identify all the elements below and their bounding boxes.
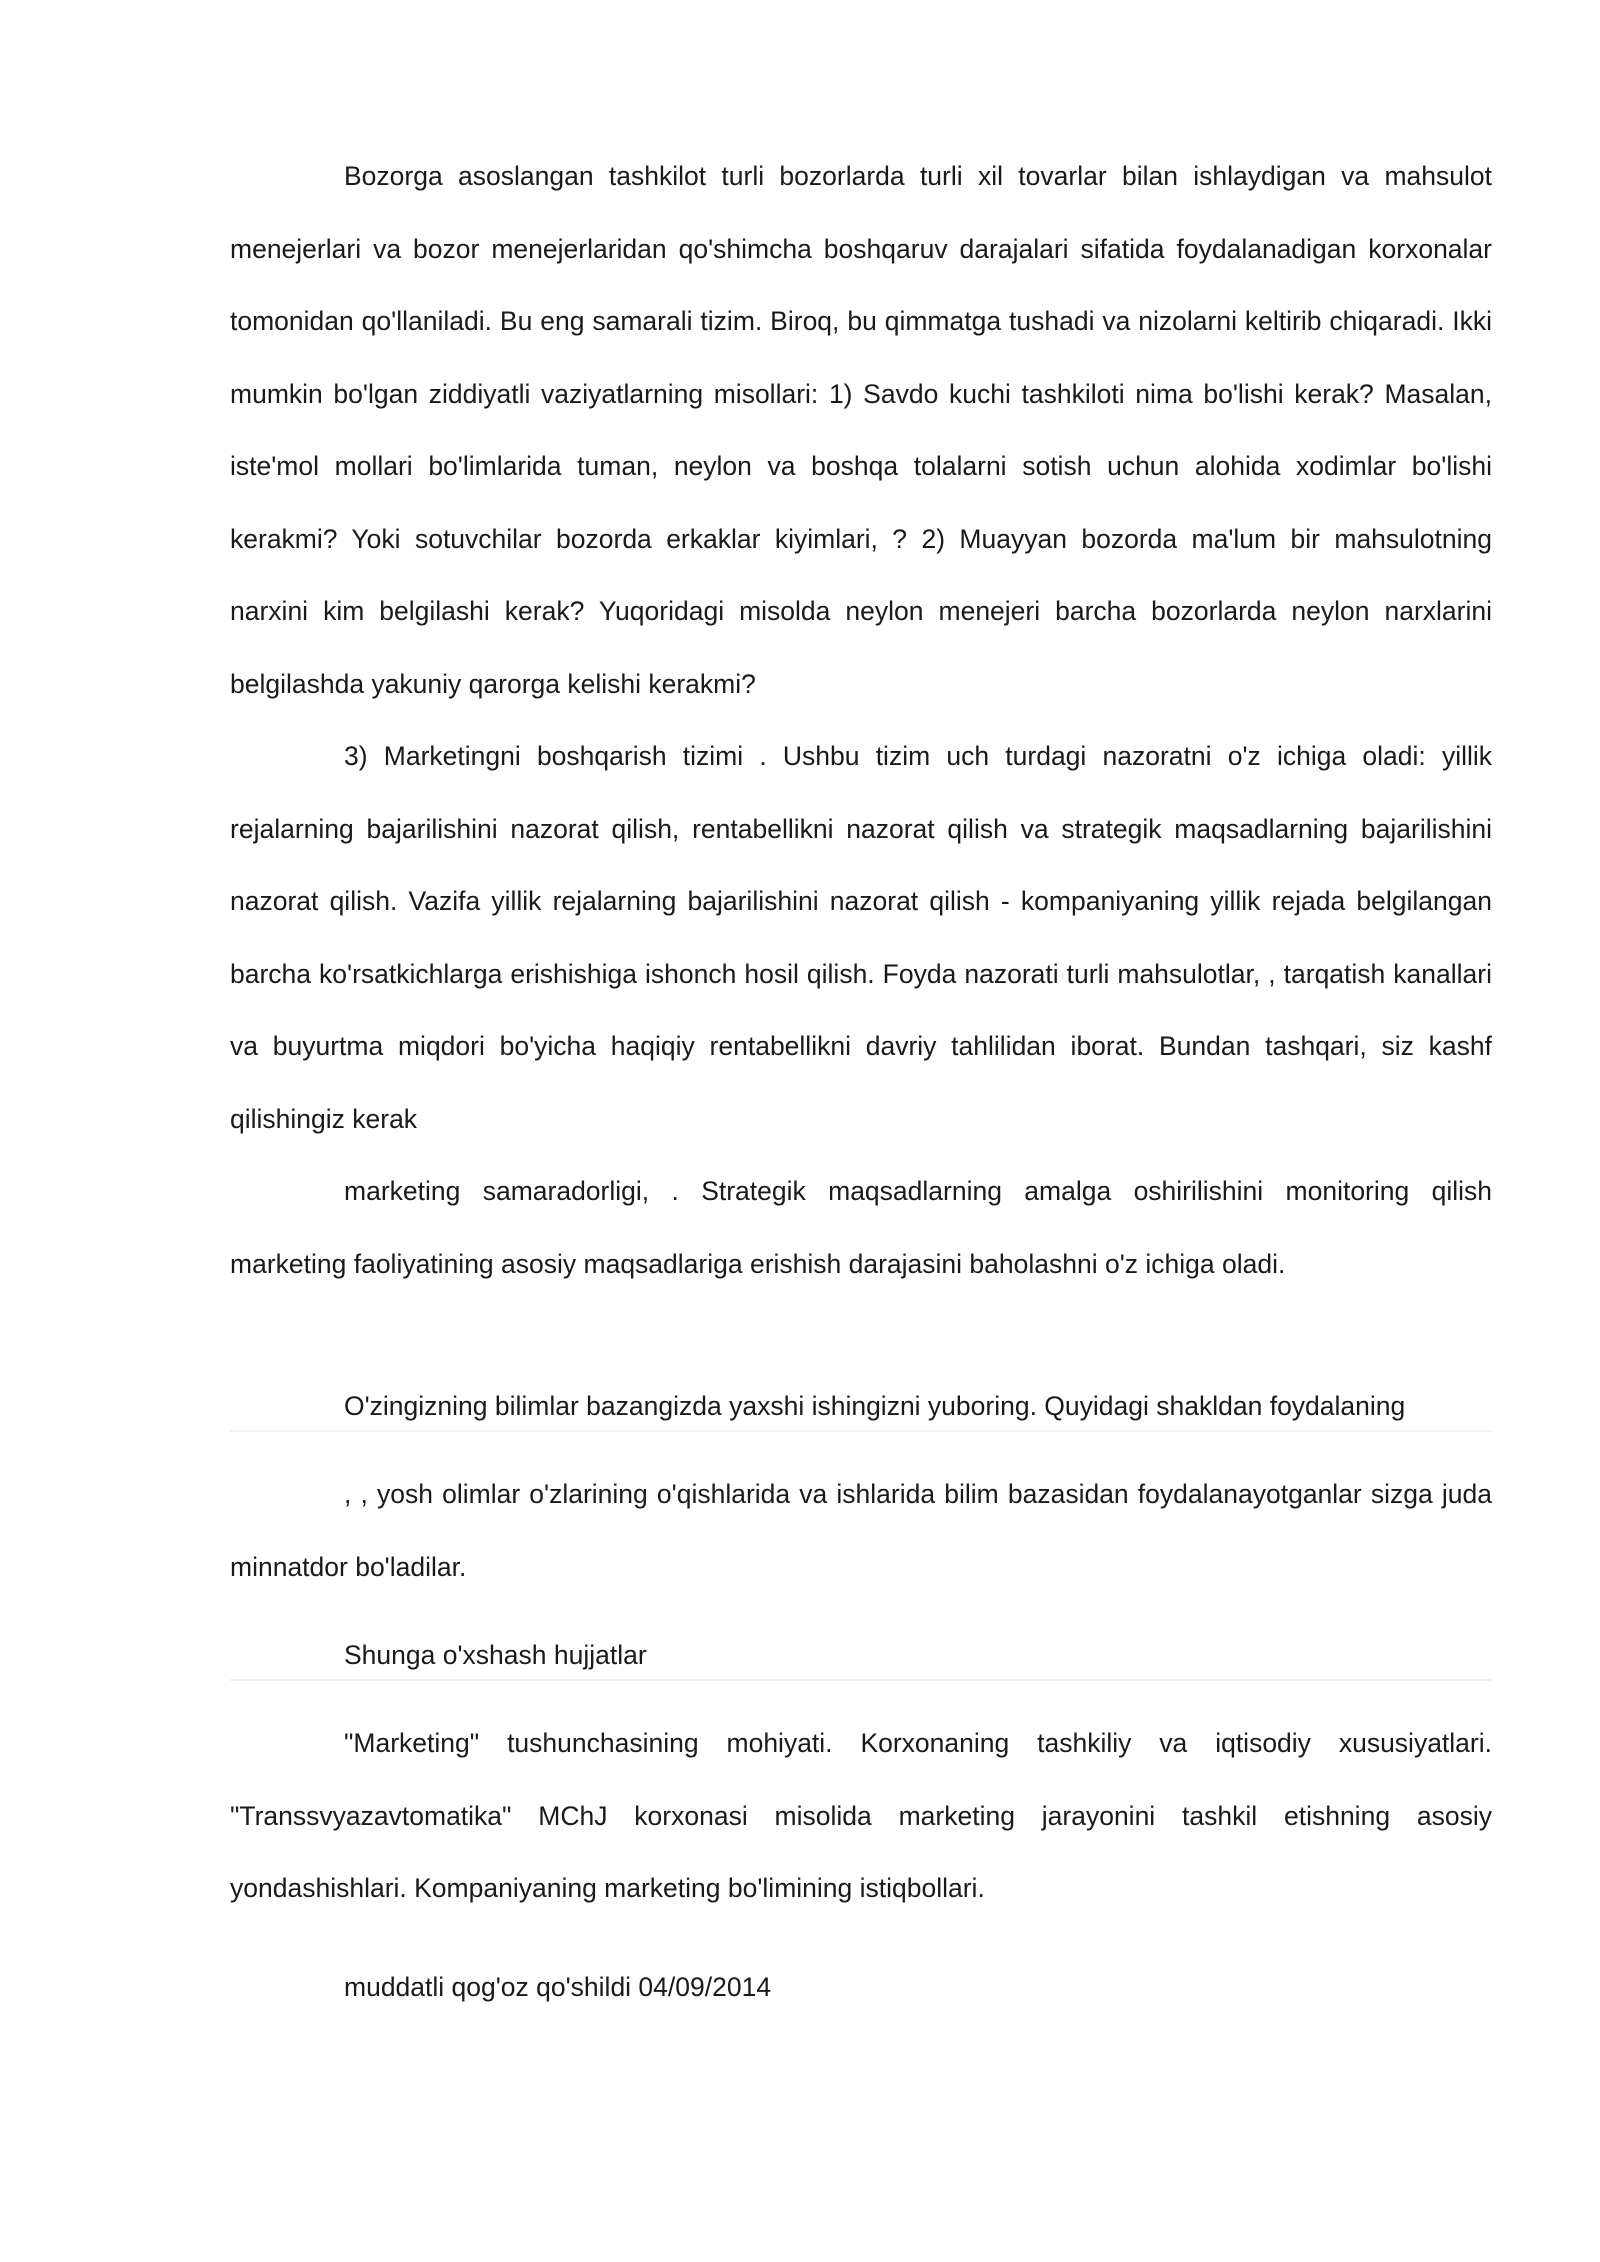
paragraph-market-organization: Bozorga asoslangan tashkilot turli bozorlarda turli xil tovarlar bilan ishlaydigan va mahsulot menejerlari va bozor menejerlaridan qo'shimcha boshqaruv darajalari sifatida foydalanadigan korxonalar tomonidan qo'llaniladi. Bu eng samarali tizim. Biroq, bu qimmatga tushadi va nizolarni keltirib chiqaradi. Ikki mumkin bo'lgan ziddiyatli vaziyatlarning misollari: 1) Savdo kuchi tashkiloti nima bo'lishi kerak? Masalan, iste'mol mollari bo'limlarida tuman, neylon va boshqa tolalarni sotish uchun alohida xodimlar bo'lishi kerakmi? Yoki sotuvchilar bozorda erkaklar kiyimlari, ? 2) Muayyan bozorda ma'lum bir mahsulotning narxini kim belgilashi kerak? Yuqoridagi misolda neylon menejeri barcha bozorlarda neylon narxlarini belgilashda yakuniy qarorga kelishi kerakmi? — [230, 161, 1492, 699]
document-added-date: muddatli qog'oz qo'shildi 04/09/2014 — [344, 1971, 772, 2002]
spacer — [230, 1300, 1492, 1386]
divider — [230, 1430, 1492, 1432]
spacer — [230, 1925, 1492, 1967]
divider — [230, 1679, 1492, 1681]
paragraph-marketing-efficiency: marketing samaradorligi, . Strategik maqsadlarning amalga oshirilishini monitoring qilish marketing faoliyatining asosiy maqsadlariga erishish darajasini baholashni o'z ichiga oladi. — [230, 1176, 1492, 1279]
paragraph-marketing-control-system: 3) Marketingni boshqarish tizimi . Ushbu tizim uch turdagi nazoratni o'z ichiga oladi: yillik rejalarning bajarilishini nazorat qilish, rentabellikni nazorat qilish va strategik maqsadlarning bajarilishini nazorat qilish. Vazifa yillik rejalarning bajarilishini nazorat qilish - kompaniyaning yillik rejada belgilangan barcha ko'rsatkichlarga erishishiga ishonch hosil qilish. Foyda nazorati turli mahsulotlar, , tarqatish kanallari va buyurtma miqdori bo'yicha haqiqiy rentabellikni davriy tahlilidan iborat. Bundan tashqari, siz kashf qilishingiz kerak — [230, 741, 1492, 1134]
submit-work-prompt — [230, 1386, 1492, 1426]
paragraph-gratitude: , , yosh olimlar o'zlarining o'qishlarida va ishlarida bilim bazasidan foydalanayotganlar sizga juda minnatdor bo'ladilar. — [230, 1479, 1492, 1582]
spacer — [230, 1603, 1492, 1635]
similar-documents-text: Shunga o'xshash hujjatlar — [344, 1640, 647, 1670]
similar-documents-heading[interactable] — [230, 1635, 1492, 1675]
similar-document-description[interactable]: "Marketing" tushunchasining mohiyati. Korxonaning tashkiliy va iqtisodiy xususiyatlari. "Transsvyazavtomatika" MChJ korxonasi misolida marketing jarayonini tashkil etishning asosiy yondashishlari. Kompaniyaning marketing bo'limining istiqbollari. — [230, 1728, 1492, 1903]
submit-work-text: O'zingizning bilimlar bazangizda yaxshi ishingizni yuboring. Quyidagi shakldan foydalaning — [344, 1391, 1406, 1421]
document-page — [230, 140, 1492, 2007]
